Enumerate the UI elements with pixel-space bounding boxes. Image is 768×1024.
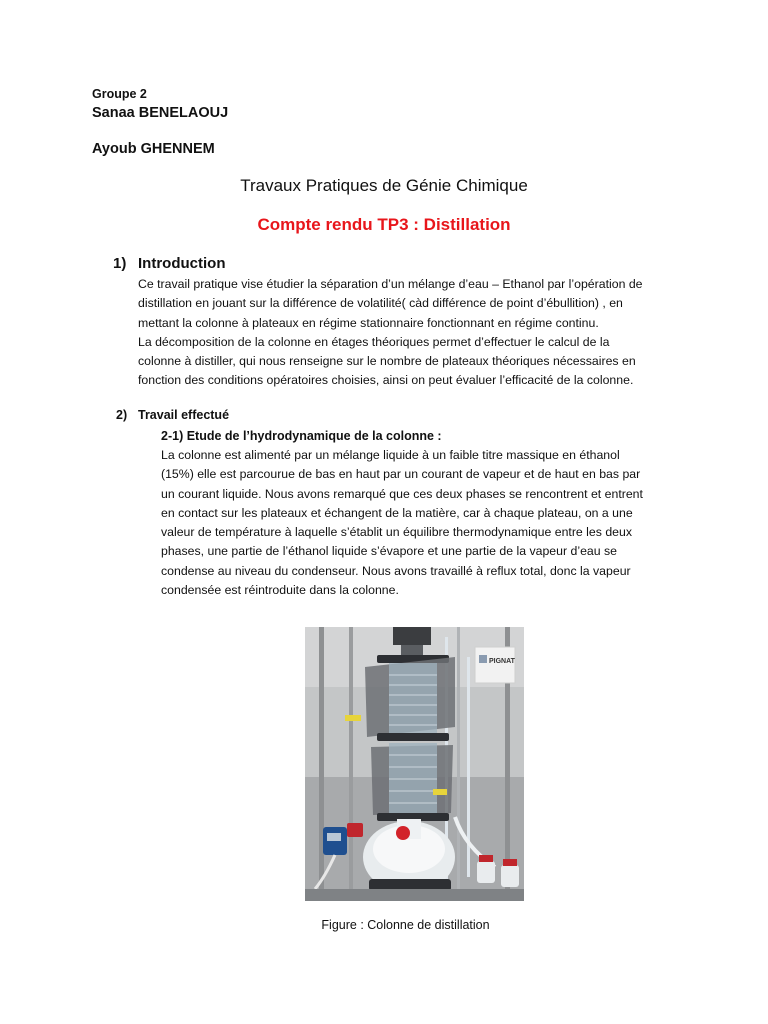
subsection-2-1-heading: 2-1) Etude de l’hydrodynamique de la colonne : — [161, 429, 442, 443]
intro-line: La décomposition de la colonne en étages théoriques permet d’effectuer le calcul de la — [138, 334, 610, 349]
section-2-heading — [116, 408, 229, 422]
hydro-line: (15%) elle est parcourue de bas en haut par un courant de vapeur et de haut en bas par — [161, 467, 641, 482]
intro-line: fonction des conditions opératoires choisies, ainsi on peut évaluer l’efficacité de la colonne. — [138, 373, 634, 388]
author-name-1: Sanaa BENELAOUJ — [92, 105, 229, 121]
section-2-title: Travail effectué — [138, 408, 230, 422]
hydro-line: condensée est réintroduite dans la colonne. — [161, 583, 399, 598]
document-subtitle: Compte rendu TP3 : Distillation — [257, 215, 511, 234]
section-1-heading — [113, 255, 225, 272]
distillation-column-photo — [305, 627, 524, 901]
introduction-paragraph — [138, 275, 676, 391]
hydro-line: un courant liquide. Nous avons remarqué que ces deux phases se rencontrent et entrent — [161, 486, 643, 501]
hydro-line: La colonne est alimenté par un mélange liquide à un faible titre massique en éthanol — [161, 448, 620, 462]
intro-line: distillation en jouant sur la différence de volatilité( càd différence de point d’ébullition) , en — [138, 296, 623, 311]
section-1-title: Introduction — [138, 255, 226, 272]
figure-caption: Figure : Colonne de distillation — [321, 918, 490, 932]
intro-line: colonne à distiller, qui nous renseigne sur le nombre de plateaux théoriques nécessaires en — [138, 354, 636, 369]
brand-sign-text: PIGNAT — [489, 658, 515, 665]
document-title: Travaux Pratiques de Génie Chimique — [240, 176, 528, 195]
section-2-number: 2) — [116, 408, 128, 422]
distillation-column-illustration — [305, 627, 524, 901]
hydro-line: phases, une partie de l’éthanol liquide s’évapore et une partie de la vapeur d’eau se — [161, 544, 617, 559]
section-1-number: 1) — [113, 255, 127, 272]
author-name-2: Ayoub GHENNEM — [92, 141, 215, 157]
hydro-line: valeur de température à laquelle s’établit un équilibre thermodynamique entre les deux — [161, 525, 632, 540]
intro-line: Ce travail pratique vise étudier la séparation d’un mélange d’eau – Ethanol par l’opération de — [138, 277, 643, 291]
intro-line: mettant la colonne à plateaux en régime stationnaire fonctionnant en régime continu. — [138, 315, 599, 330]
group-label: Groupe 2 — [92, 87, 147, 101]
hydro-line: en contact sur les plateaux et échangent de la matière, car à chaque plateau, on a une — [161, 505, 633, 520]
hydro-line: condense au niveau du condenseur. Nous avons travaillé à reflux total, donc la vapeur — [161, 563, 631, 578]
hydrodynamics-paragraph — [161, 446, 676, 600]
